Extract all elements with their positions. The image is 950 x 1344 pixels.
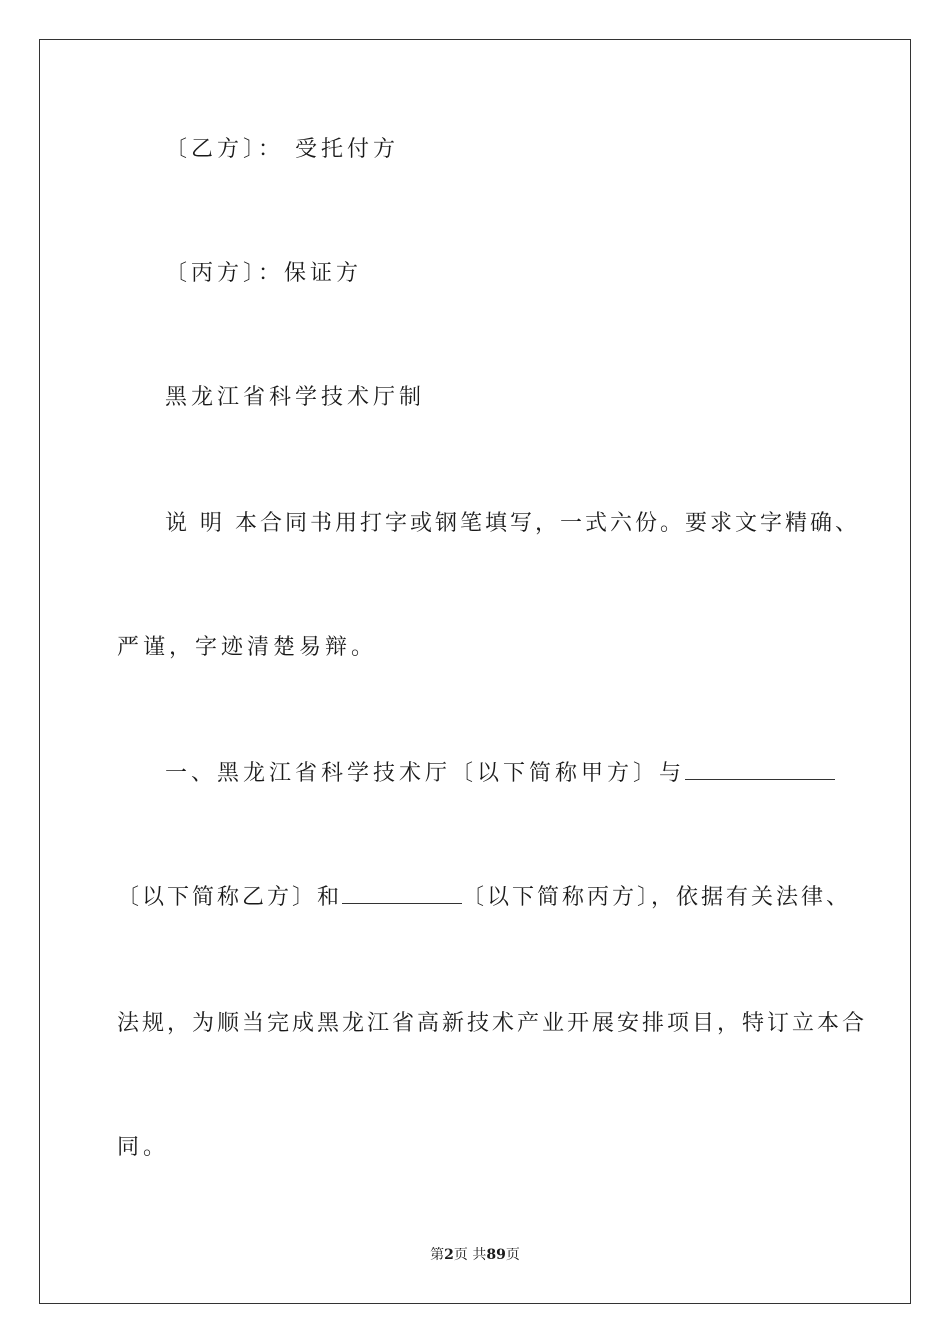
clause-1-text-b-pre: 〔以下简称乙方〕和 bbox=[117, 885, 343, 910]
issuer-line: 黑龙江省科学技术厅制 bbox=[165, 385, 426, 410]
clause-1-line-b bbox=[117, 884, 851, 912]
footer-current-page: 2 bbox=[444, 1247, 454, 1263]
note-line-2: 严谨，字迹清楚易辩。 bbox=[117, 635, 378, 660]
note-line-1: 说 明 本合同书用打字或钢笔填写，一式六份。要求文字精确、 bbox=[165, 511, 860, 536]
clause-1-line-c: 法规，为顺当完成黑龙江省高新技术产业开展安排项目，特订立本合 bbox=[117, 1011, 868, 1036]
clause-1-text-b-post: 〔以下简称丙方〕，依据有关法律、 bbox=[462, 885, 852, 910]
footer-mid: 页 共 bbox=[453, 1247, 487, 1263]
footer-total-pages: 89 bbox=[486, 1247, 506, 1263]
page-footer bbox=[0, 1246, 950, 1264]
blank-party-c-name bbox=[342, 885, 462, 904]
footer-prefix: 第 bbox=[430, 1247, 445, 1263]
footer-suffix: 页 bbox=[505, 1247, 520, 1263]
blank-party-b-name bbox=[685, 761, 835, 780]
clause-1-line-d: 同。 bbox=[117, 1135, 170, 1160]
clause-1-text-a: 一、黑龙江省科学技术厅〔以下简称甲方〕与 bbox=[165, 761, 686, 786]
party-b-line: 〔乙方〕： 受托付方 bbox=[165, 137, 399, 162]
party-c-line: 〔丙方〕：保证方 bbox=[165, 261, 363, 286]
page-border bbox=[39, 39, 911, 1304]
clause-1-line-a bbox=[165, 760, 835, 788]
